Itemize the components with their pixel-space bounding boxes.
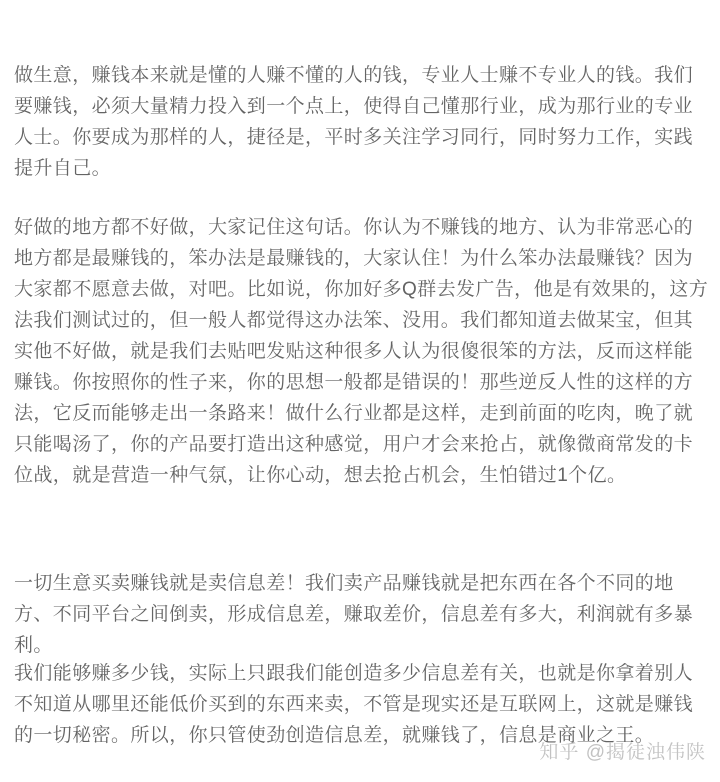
paragraph-3: 一切生意买卖赚钱就是卖信息差！我们卖产品赚钱就是把东西在各个不同的地方、不同平台之间倒卖，形成信息差，赚取差价，信息差有多大，利润就有多暴利。 (14, 573, 694, 656)
paragraph-1: 做生意，赚钱本来就是懂的人赚不懂的人的钱，专业人士赚不专业人的钱。我们要赚钱，必须大量精力投入到一个点上，使得自己懂那行业，成为那行业的专业人士。你要成为那样的人，捷径是，平时多关注学习同行，同时努力工作，实践提升自己。 (14, 65, 694, 179)
zhihu-watermark: 知乎 @揭徒浊伟陕 (539, 742, 706, 763)
paragraph-2: 好做的地方都不好做，大家记住这句话。你认为不赚钱的地方、认为非常恶心的地方都是最赚钱的，笨办法是最赚钱的，大家认住！为什么笨办法最赚钱？因为大家都不愿意去做，对吧。比如说，你加好多Q群去发广告，他是有效果的，这方法我们测试过的，但一般人都觉得这办法笨、没用。我们都知道去做某宝，但其实他不好做，就是我们去贴吧发贴这种很多人认为很傻很笨的方法，反而这样能赚钱。你按照你的性子来，你的思想一般都是错误的！那些逆反人性的这样的方法，它反而能够走出一条路来！做什么行业都是这样，走到前面的吃肉，晚了就只能喝汤了，你的产品要打造出这种感觉，用户才会来抢占，就像微商常发的卡位战，就是营造一种气氛，让你心动，想去抢占机会，生怕错过1个亿。 (14, 217, 709, 486)
paragraph-4: 我们能够赚多少钱，实际上只跟我们能创造多少信息差有关，也就是你拿着别人不知道从哪里还能低价买到的东西来卖，不管是现实还是互联网上，这就是赚钱的一切秘密。所以，你只管使劲创造信息差，就赚钱了，信息是商业之王。 (14, 663, 694, 746)
